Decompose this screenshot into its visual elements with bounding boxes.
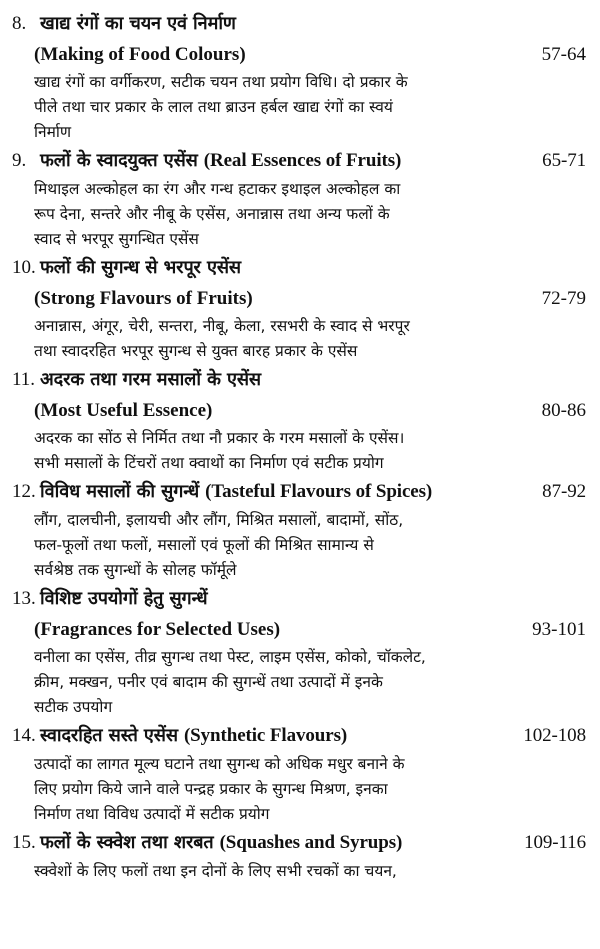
chapter-english-title: (Strong Flavours of Fruits) xyxy=(34,288,253,309)
description-line: सर्वश्रेष्ठ तक सुगन्धों के सोलह फॉर्मूले xyxy=(34,561,237,579)
description-line: अदरक का सोंठ से निर्मित तथा नौ प्रकार के गरम मसालों के एसेंस। xyxy=(34,429,405,447)
toc-entry-8 xyxy=(12,8,590,145)
description-line: उत्पादों का लागत मूल्य घटाने तथा सुगन्ध को अधिक मधुर बनाने के xyxy=(34,755,405,773)
description-line: खाद्य रंगों का वर्गीकरण, सटीक चयन तथा प्रयोग विधि। दो प्रकार के xyxy=(34,73,408,91)
description-line: सभी मसालों के टिंचरों तथा क्वाथों का निर्माण एवं सटीक प्रयोग xyxy=(34,454,384,472)
toc-entry-13 xyxy=(12,583,590,720)
chapter-heading xyxy=(12,720,590,752)
chapter-pages: 93-101 xyxy=(532,619,586,640)
chapter-heading xyxy=(12,364,590,396)
description-line: पीले तथा चार प्रकार के लाल तथा ब्राउन हर्बल खाद्य रंगों का स्वयं xyxy=(34,98,393,116)
toc-entry-11 xyxy=(12,364,590,476)
toc-entry-15 xyxy=(12,827,590,884)
chapter-pages: 80-86 xyxy=(541,400,586,421)
chapter-title: अदरक तथा गरम मसालों के एसेंस xyxy=(40,369,261,390)
chapter-pages: 102-108 xyxy=(523,725,586,746)
chapter-english-title: (Fragrances for Selected Uses) xyxy=(34,619,281,640)
toc-entry-14 xyxy=(12,720,590,827)
chapter-english-line xyxy=(34,615,590,645)
chapter-description xyxy=(34,314,586,364)
chapter-pages: 65-71 xyxy=(542,150,586,171)
chapter-english-title: (Real Essences of Fruits) xyxy=(203,150,402,171)
chapter-pages: 57-64 xyxy=(541,44,586,65)
description-line: स्क्वेशों के लिए फलों तथा इन दोनों के लिए सभी रचकों का चयन, xyxy=(34,862,397,880)
chapter-heading xyxy=(12,476,590,508)
chapter-number: 15. xyxy=(12,832,36,853)
chapter-heading xyxy=(12,583,590,615)
chapter-number: 10. xyxy=(12,257,36,278)
description-line: रूप देना, सन्तरे और नीबू के एसेंस, अनान्नास तथा अन्य फलों के xyxy=(34,205,390,223)
chapter-pages: 87-92 xyxy=(542,481,586,502)
description-line: सटीक उपयोग xyxy=(34,698,113,716)
chapter-english-title: (Making of Food Colours) xyxy=(34,44,246,65)
description-line: तथा स्वादरहित भरपूर सुगन्ध से युक्त बारह प्रकार के एसेंस xyxy=(34,342,358,360)
chapter-english-title: (Most Useful Essence) xyxy=(34,400,213,421)
chapter-title: खाद्य रंगों का चयन एवं निर्माण xyxy=(40,13,236,34)
chapter-english-title: (Squashes and Syrups) xyxy=(219,832,403,853)
description-line: निर्माण तथा विविध उत्पादों में सटीक प्रयोग xyxy=(34,805,270,823)
chapter-title: फलों के स्वादयुक्त एसेंस xyxy=(40,150,198,171)
description-line: निर्माण xyxy=(34,123,72,141)
description-line: लिए प्रयोग किये जाने वाले पन्द्रह प्रकार के सुगन्ध मिश्रण, इनका xyxy=(34,780,388,798)
chapter-number: 9. xyxy=(12,150,27,171)
chapter-pages: 72-79 xyxy=(541,288,586,309)
description-line: मिथाइल अल्कोहल का रंग और गन्ध हटाकर इथाइल अल्कोहल का xyxy=(34,180,401,198)
chapter-english-line xyxy=(34,396,590,426)
chapter-description xyxy=(34,752,586,827)
chapter-english-line xyxy=(34,40,590,70)
chapter-pages: 109-116 xyxy=(524,832,586,853)
description-line: लौंग, दालचीनी, इलायची और लौंग, मिश्रित मसालों, बादामों, सोंठ, xyxy=(34,511,404,529)
description-line: स्वाद से भरपूर सुगन्धित एसेंस xyxy=(34,230,199,248)
description-line: अनान्नास, अंगूर, चेरी, सन्तरा, नीबू, केला, रसभरी के स्वाद से भरपूर xyxy=(34,317,410,335)
chapter-title: विविध मसालों की सुगन्धें xyxy=(40,481,200,502)
chapter-description xyxy=(34,177,586,252)
chapter-heading xyxy=(12,827,590,859)
chapter-number: 14. xyxy=(12,725,36,746)
chapter-title: विशिष्ट उपयोगों हेतु सुगन्धें xyxy=(40,588,208,609)
toc-entry-9 xyxy=(12,145,590,252)
chapter-title: फलों की सुगन्ध से भरपूर एसेंस xyxy=(40,257,241,278)
toc-entry-10 xyxy=(12,252,590,364)
chapter-heading xyxy=(12,145,590,177)
description-line: क्रीम, मक्खन, पनीर एवं बादाम की सुगन्धें तथा उत्पादों में इनके xyxy=(34,673,383,691)
chapter-description xyxy=(34,859,586,884)
chapter-number: 13. xyxy=(12,588,36,609)
chapter-number: 8. xyxy=(12,13,27,34)
description-line: वनीला का एसेंस, तीव्र सुगन्ध तथा पेस्ट, लाइम एसेंस, कोको, चॉकलेट, xyxy=(34,648,426,666)
toc-entry-12 xyxy=(12,476,590,583)
chapter-title: फलों के स्क्वेश तथा शरबत xyxy=(40,832,214,853)
chapter-english-line xyxy=(34,284,590,314)
chapter-description xyxy=(34,645,586,720)
chapter-title: स्वादरहित सस्ते एसेंस xyxy=(40,725,178,746)
chapter-description xyxy=(34,70,586,145)
chapter-english-title: (Synthetic Flavours) xyxy=(183,725,348,746)
description-line: फल-फूलों तथा फलों, मसालों एवं फूलों की मिश्रित सामान्य से xyxy=(34,536,374,554)
chapter-english-title: (Tasteful Flavours of Spices) xyxy=(205,481,433,502)
chapter-heading xyxy=(12,8,590,40)
chapter-description xyxy=(34,508,586,583)
chapter-description xyxy=(34,426,586,476)
chapter-heading xyxy=(12,252,590,284)
chapter-number: 12. xyxy=(12,481,36,502)
chapter-number: 11. xyxy=(12,369,36,390)
